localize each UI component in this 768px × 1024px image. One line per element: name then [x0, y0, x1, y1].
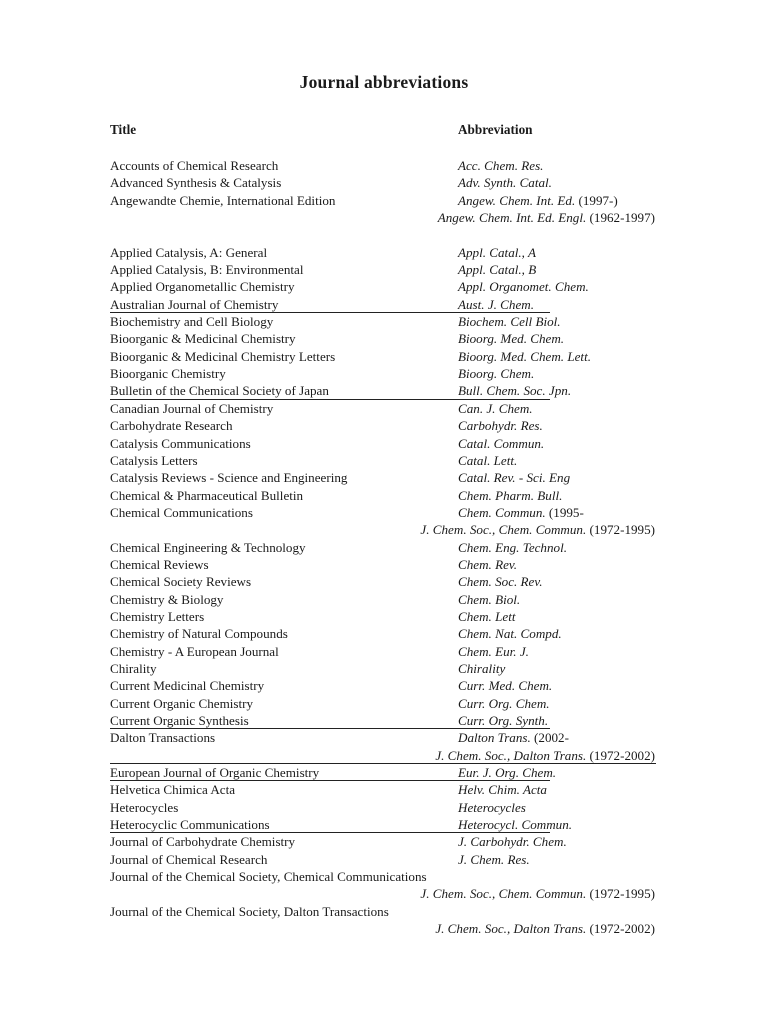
table-row: [110, 851, 656, 868]
table-row: [110, 643, 656, 660]
table-row: [110, 261, 656, 278]
journal-abbreviation: Curr. Org. Synth.: [458, 713, 549, 728]
year-range: (1972-2002): [586, 747, 655, 763]
journal-abbreviation: Chirality: [458, 660, 506, 676]
journal-abbreviation: Chem. Rev.: [458, 556, 518, 572]
table-row: [110, 591, 656, 608]
abbreviation-continuation: Angew. Chem. Int. Ed. Engl. (1962-1997): [437, 210, 655, 226]
journal-title: Chemical Communications: [110, 504, 253, 520]
year-range: (1972-1995): [586, 522, 655, 538]
table-row: [110, 868, 656, 885]
journal-abbreviation: Dalton Trans. (2002-: [458, 730, 569, 746]
journal-abbreviation: Catal. Rev. - Sci. Eng: [458, 470, 571, 486]
table-row: [110, 504, 656, 521]
journal-title: Journal of the Chemical Society, Chemical Communications: [110, 869, 427, 885]
table-row: [110, 660, 656, 677]
journal-title: Chemical Engineering & Technology: [110, 539, 306, 555]
journal-title: Chemistry of Natural Compounds: [110, 626, 288, 642]
journal-abbreviation: Heterocycles: [458, 799, 526, 815]
journal-abbreviation: Bull. Chem. Soc. Jpn.: [458, 383, 572, 399]
table-row: [110, 729, 656, 746]
continuation-row: [110, 920, 656, 937]
journal-title: Journal of the Chemical Society, Dalton Transactions: [110, 903, 389, 919]
journal-abbreviation: Can. J. Chem.: [458, 400, 533, 416]
journal-abbreviation: Chem. Eur. J.: [458, 643, 529, 659]
year-range: (1972-1995): [586, 886, 655, 902]
table-row: [110, 764, 656, 781]
journal-title: Current Organic Chemistry: [110, 695, 254, 711]
table-row: [110, 487, 656, 504]
journal-abbreviation: Biochem. Cell Biol.: [458, 314, 561, 330]
journal-title: Biochemistry and Cell Biology: [110, 314, 274, 330]
journal-title: Chemical Society Reviews: [110, 574, 252, 590]
abbreviation-continuation: J. Chem. Soc., Dalton Trans. (1972-2002): [435, 921, 655, 937]
journal-abbreviation: Carbohydr. Res.: [458, 418, 543, 434]
journal-title: Chemical Reviews: [110, 556, 209, 572]
continuation-row: [110, 209, 656, 226]
journal-abbreviation: Appl. Catal., A: [458, 244, 536, 260]
journal-abbreviation: Chem. Commun. (1995-: [458, 504, 584, 520]
column-header-abbreviation: Abbreviation: [458, 122, 533, 137]
journal-title: Advanced Synthesis & Catalysis: [110, 175, 282, 191]
journal-title: Applied Catalysis, A: General: [110, 244, 268, 260]
journal-title: Bioorganic & Medicinal Chemistry: [110, 331, 296, 347]
journal-title: European Journal of Organic Chemistry: [110, 765, 320, 781]
table-row: [110, 365, 656, 382]
abbreviation-continuation: J. Chem. Soc., Dalton Trans. (1972-2002): [435, 747, 655, 763]
table-row: [110, 903, 656, 920]
table-row: [110, 799, 656, 816]
journal-title: Journal of Carbohydrate Chemistry: [110, 834, 296, 850]
table-row: [110, 781, 656, 798]
journal-abbreviation: J. Carbohydr. Chem.: [458, 834, 567, 850]
table-row: [110, 539, 656, 556]
table-row: [110, 278, 656, 295]
journal-title: Heterocyclic Communications: [110, 817, 270, 833]
journal-title: Dalton Transactions: [110, 730, 216, 746]
journal-title: Current Organic Synthesis: [110, 713, 249, 728]
journal-title: Heterocycles: [110, 799, 179, 815]
journal-title: Catalysis Letters: [110, 452, 198, 468]
journal-abbreviation: Chem. Nat. Compd.: [458, 626, 562, 642]
table-row: [110, 313, 656, 330]
journal-abbreviation: Curr. Org. Chem.: [458, 695, 550, 711]
journal-title: Carbohydrate Research: [110, 418, 233, 434]
journal-abbreviation: Chem. Pharm. Bull.: [458, 487, 563, 503]
year-range: (1995-: [545, 504, 584, 520]
journal-title: Chemistry Letters: [110, 608, 205, 624]
journal-title: Journal of Chemical Research: [110, 851, 268, 867]
journal-title: Chirality: [110, 660, 157, 676]
journal-abbreviation: Appl. Catal., B: [458, 262, 537, 278]
table-row: [110, 400, 656, 417]
journal-title: Catalysis Reviews - Science and Engineering: [110, 470, 348, 486]
continuation-row: [110, 885, 656, 902]
table-row: [110, 469, 656, 486]
year-range: (1972-2002): [586, 921, 655, 937]
column-header-title: Title: [110, 122, 137, 137]
journal-abbreviation: Acc. Chem. Res.: [458, 158, 544, 173]
journal-abbreviation: Heterocycl. Commun.: [458, 817, 573, 833]
journal-abbreviation-list: [110, 157, 656, 937]
continuation-row: [110, 521, 656, 538]
journal-title: Bioorganic & Medicinal Chemistry Letters: [110, 348, 336, 364]
table-row: [110, 157, 656, 174]
table-row: [110, 417, 656, 434]
journal-abbreviation: Helv. Chim. Acta: [458, 782, 547, 798]
table-row: [110, 625, 656, 642]
table-row: [110, 608, 656, 625]
table-row: [110, 816, 656, 833]
table-row: [110, 296, 656, 313]
year-range: (1997-): [575, 192, 618, 208]
table-row: [110, 348, 656, 365]
journal-title: Bulletin of the Chemical Society of Japan: [110, 383, 329, 399]
table-row: [110, 174, 656, 191]
journal-abbreviation: Chem. Lett: [458, 608, 516, 624]
table-row: [110, 192, 656, 209]
abbreviation-continuation: J. Chem. Soc., Chem. Commun. (1972-1995): [420, 522, 655, 538]
journal-abbreviation: Curr. Med. Chem.: [458, 678, 553, 694]
journal-title: Applied Catalysis, B: Environmental: [110, 262, 304, 278]
journal-abbreviation: Chem. Biol.: [458, 591, 521, 607]
table-row: [110, 244, 656, 261]
table-row: [110, 382, 656, 399]
journal-abbreviation: Aust. J. Chem.: [458, 296, 535, 312]
journal-abbreviation: J. Chem. Res.: [458, 851, 530, 867]
journal-abbreviation: Bioorg. Med. Chem.: [458, 331, 565, 347]
journal-abbreviation: Chem. Soc. Rev.: [458, 574, 543, 590]
table-row: [110, 677, 656, 694]
continuation-row: [110, 747, 656, 764]
table-row: [110, 695, 656, 712]
table-row: [110, 573, 656, 590]
journal-title: Applied Organometallic Chemistry: [110, 279, 295, 295]
journal-title: Catalysis Communications: [110, 435, 251, 451]
journal-title: Chemistry & Biology: [110, 591, 224, 607]
journal-title: Chemistry - A European Journal: [110, 643, 279, 659]
table-row: [110, 556, 656, 573]
abbreviation-continuation: J. Chem. Soc., Chem. Commun. (1972-1995): [420, 886, 655, 902]
table-row: [110, 435, 656, 452]
spacer-row: [110, 226, 656, 243]
journal-title: Australian Journal of Chemistry: [110, 296, 279, 312]
journal-abbreviation: Adv. Synth. Catal.: [458, 175, 552, 191]
journal-abbreviation: Bioorg. Med. Chem. Lett.: [458, 348, 591, 364]
journal-abbreviation: Angew. Chem. Int. Ed. (1997-): [458, 192, 618, 208]
journal-abbreviation: Catal. Lett.: [458, 452, 518, 468]
table-row: [110, 712, 656, 729]
journal-title: Canadian Journal of Chemistry: [110, 400, 274, 416]
journal-abbreviation: Bioorg. Chem.: [458, 366, 535, 382]
journal-title: Chemical & Pharmaceutical Bulletin: [110, 487, 304, 503]
journal-abbreviation: Catal. Commun.: [458, 435, 545, 451]
journal-abbreviation: Chem. Eng. Technol.: [458, 539, 567, 555]
journal-title: Bioorganic Chemistry: [110, 366, 226, 382]
page-title: Journal abbreviations: [299, 72, 469, 92]
journal-title: Angewandte Chemie, International Edition: [110, 192, 336, 208]
journal-title: Helvetica Chimica Acta: [110, 782, 236, 798]
journal-title: Accounts of Chemical Research: [110, 158, 279, 173]
journal-abbreviation: Eur. J. Org. Chem.: [458, 765, 557, 781]
journal-abbreviation: Appl. Organomet. Chem.: [458, 279, 589, 295]
table-row: [110, 833, 656, 850]
year-range: (1962-1997): [586, 210, 655, 226]
column-headers: [110, 122, 670, 140]
journal-title: Current Medicinal Chemistry: [110, 678, 265, 694]
year-range: (2002-: [530, 730, 569, 746]
table-row: [110, 330, 656, 347]
table-row: [110, 452, 656, 469]
